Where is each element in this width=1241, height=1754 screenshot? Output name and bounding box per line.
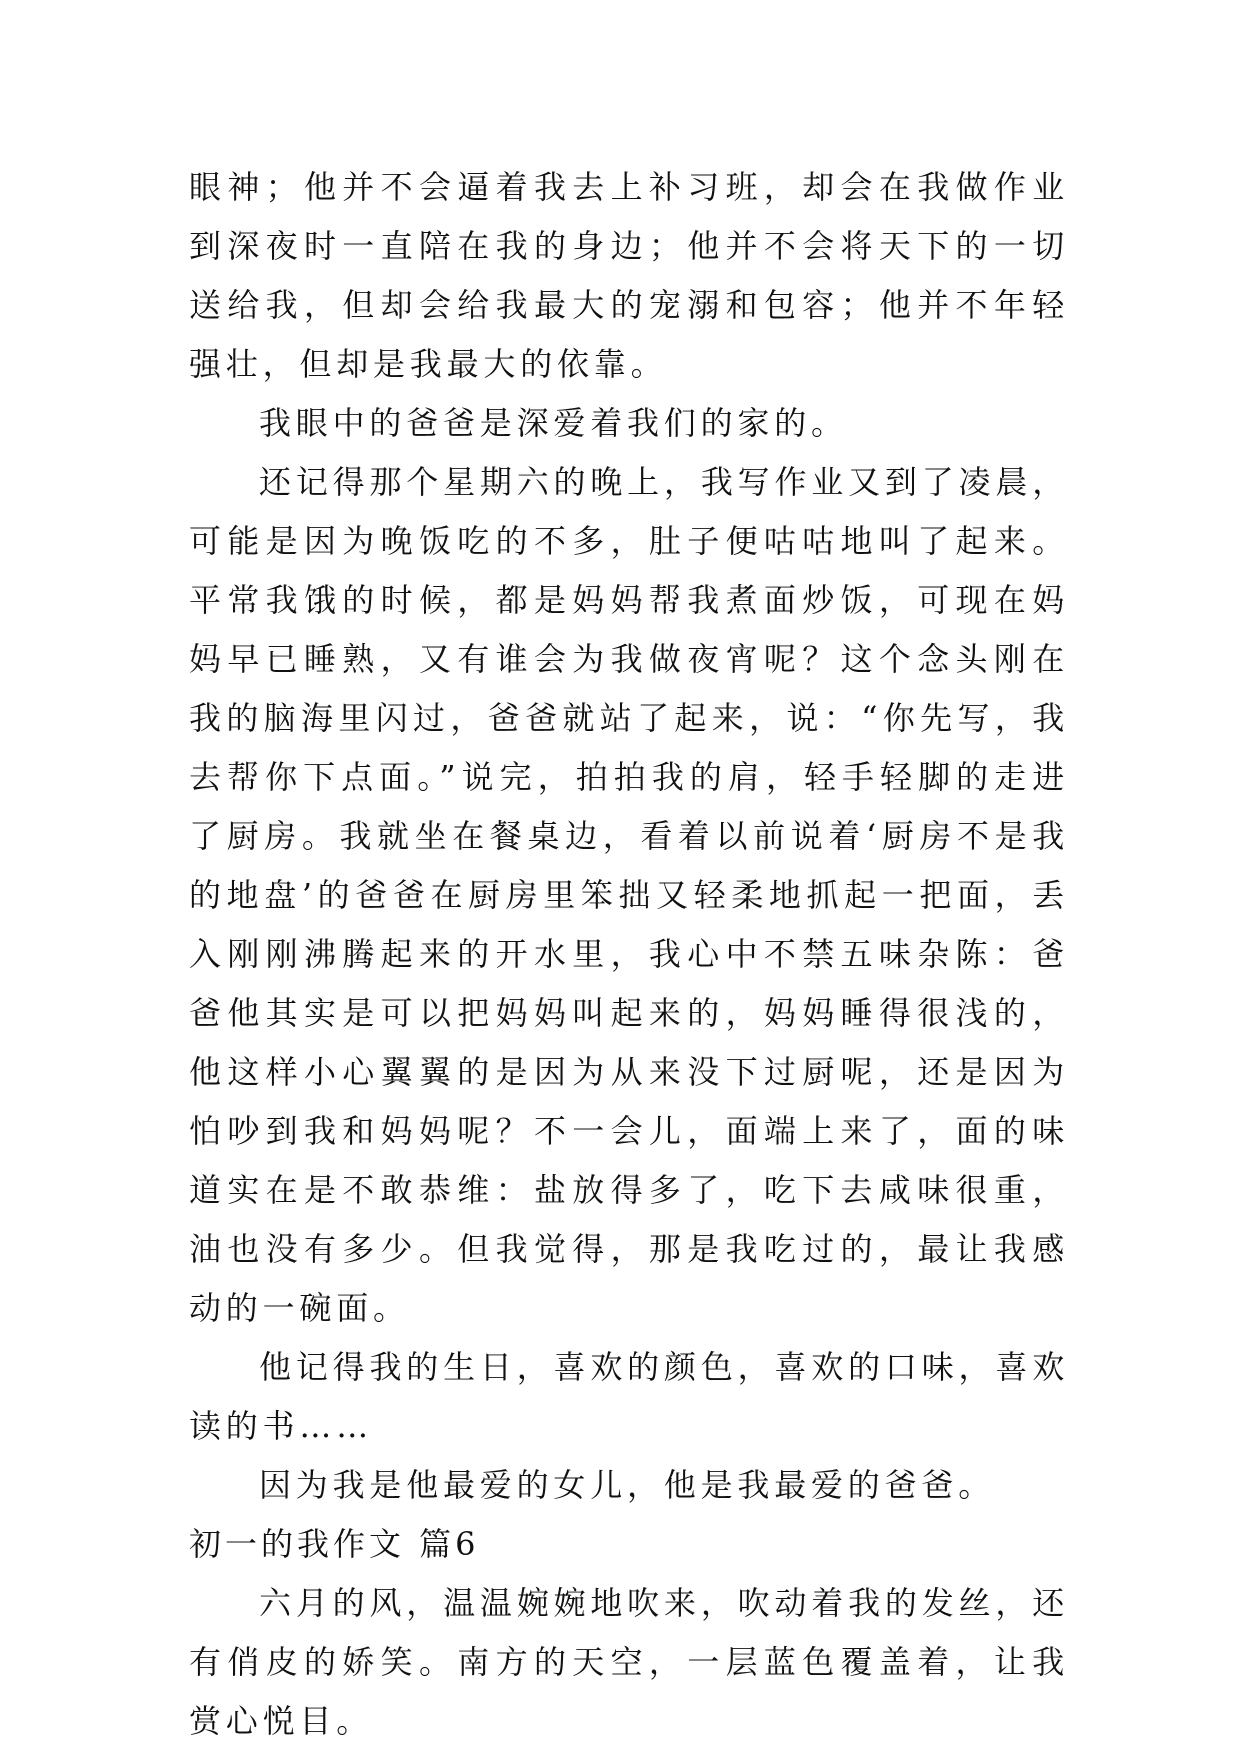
paragraph-1: 眼神；他并不会逼着我去上补习班，却会在我做作业到深夜时一直陪在我的身边；他并不会将天下的一切送给我，但却会给我最大的宠溺和包容；他并不年轻强壮，但却是我最大的依靠。 (189, 168, 1069, 383)
paragraph-2: 我眼中的爸爸是深爱着我们的家的。 (259, 404, 848, 442)
document-body (189, 158, 1069, 1751)
paragraph-4: 他记得我的生日，喜欢的颜色，喜欢的口味，喜欢读的书…… (189, 1348, 1069, 1445)
section-paragraph-1: 六月的风，温温婉婉地吹来，吹动着我的发丝，还有俏皮的娇笑。南方的天空，一层蓝色覆盖着，让我赏心悦目。 (189, 1584, 1069, 1740)
paragraph-5: 因为我是他最爱的女儿，他是我最爱的爸爸。 (259, 1466, 996, 1504)
section-heading: 初一的我作文 篇6 (189, 1525, 480, 1563)
paragraph-3: 还记得那个星期六的晚上，我写作业又到了凌晨，可能是因为晚饭吃的不多，肚子便咕咕地叫了起来。平常我饿的时候，都是妈妈帮我煮面炒饭，可现在妈妈早已睡熟，又有谁会为我做夜宵呢？这个念头刚在我的脑海里闪过，爸爸就站了起来，说：“你先写，我去帮你下点面。”说完，拍拍我的肩，轻手轻脚的走进了厨房。我就坐在餐桌边，看着以前说着‘厨房不是我的地盘’的爸爸在厨房里笨拙又轻柔地抓起一把面，丢入刚刚沸腾起来的开水里，我心中不禁五味杂陈：爸爸他其实是可以把妈妈叫起来的，妈妈睡得很浅的，他这样小心翼翼的是因为从来没下过厨呢，还是因为怕吵到我和妈妈呢？不一会儿，面端上来了，面的味道实在是不敢恭维：盐放得多了，吃下去咸味很重，油也没有多少。但我觉得，那是我吃过的，最让我感动的一碗面。 (189, 463, 1069, 1327)
